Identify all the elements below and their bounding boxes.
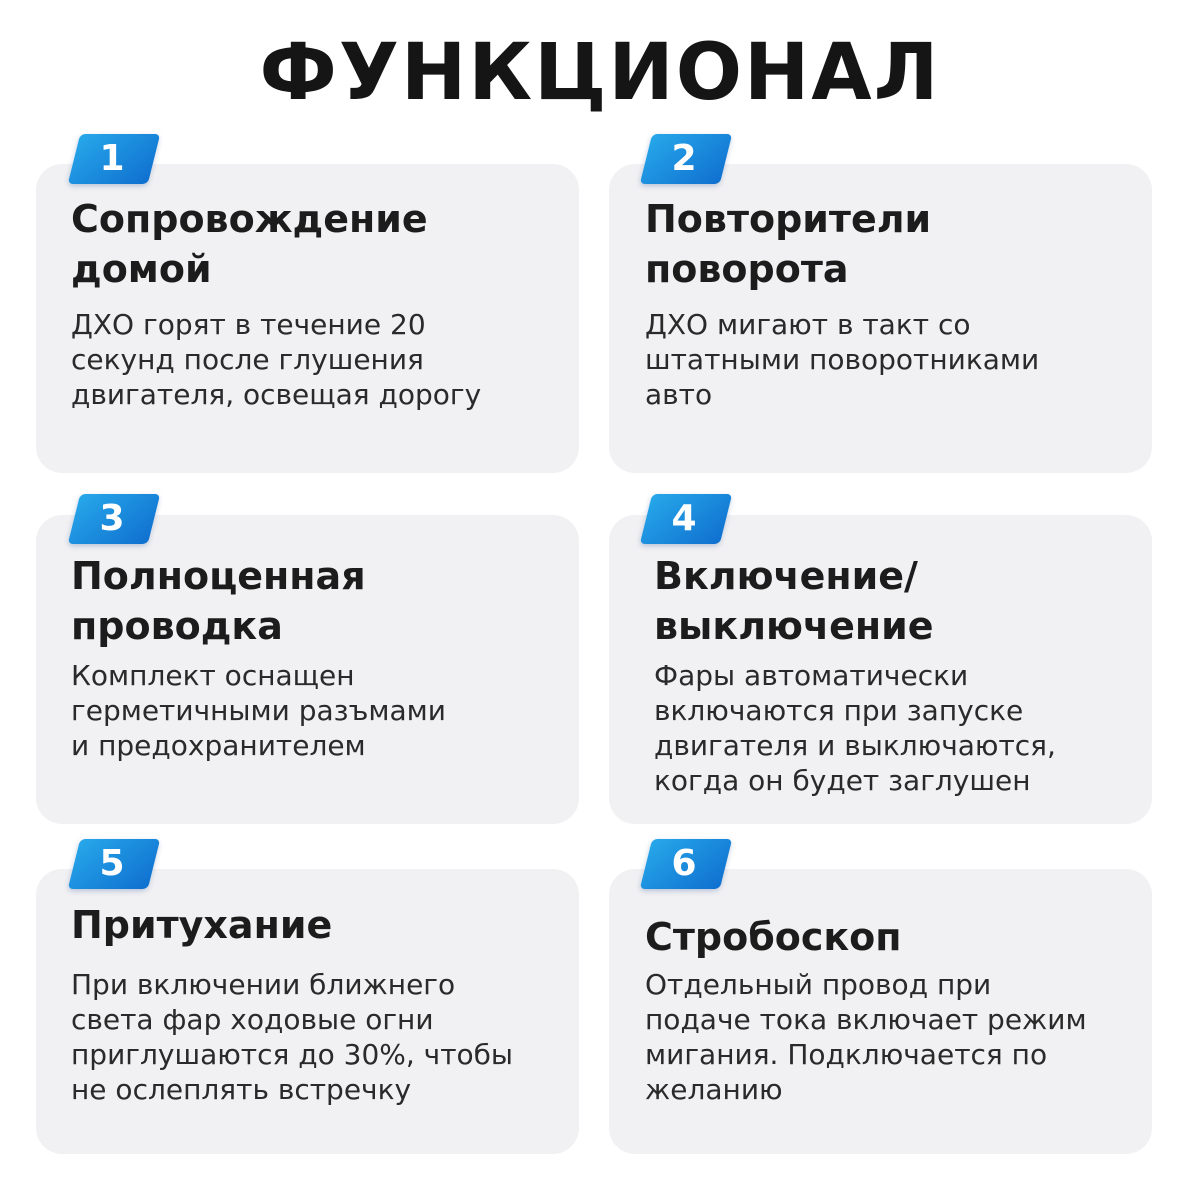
feature-title-line: домой [71, 247, 212, 291]
feature-description-line: штатными поворотниками [645, 343, 1040, 376]
feature-title-4 [654, 551, 934, 651]
feature-number-2: 2 [671, 138, 697, 179]
page-title: ФУНКЦИОНАЛ [259, 28, 941, 118]
feature-description-line: мигания. Подключается по [645, 1038, 1048, 1071]
feature-description-line: ДХО мигают в такт со [645, 308, 971, 341]
feature-title-3 [71, 551, 366, 651]
feature-title-line: выключение [654, 604, 934, 648]
feature-title-5 [71, 900, 332, 950]
feature-description-line: света фар ходовые огни [71, 1003, 434, 1036]
feature-title-line: Полноценная [71, 554, 366, 598]
feature-description-line: Отдельный провод при [645, 968, 992, 1001]
feature-description-line: когда он будет заглушен [654, 764, 1031, 797]
feature-description-line: При включении ближнего [71, 968, 456, 1001]
feature-description-line: Комплект оснащен [71, 659, 355, 692]
feature-title-line: Повторители [645, 197, 932, 241]
feature-description-line: подаче тока включает режим [645, 1003, 1087, 1036]
feature-title-line: Включение/ [654, 554, 918, 598]
feature-title-line: поворота [645, 247, 849, 291]
feature-number-4: 4 [671, 498, 697, 539]
feature-title-6 [645, 912, 902, 962]
feature-description-line: приглушаются до 30%, чтобы [71, 1038, 514, 1071]
feature-title-line: Стробоскоп [645, 915, 902, 959]
feature-description-line: двигателя и выключаются, [654, 729, 1056, 762]
feature-title-1 [71, 194, 428, 294]
feature-description-4 [654, 658, 1056, 798]
feature-title-line: проводка [71, 604, 283, 648]
feature-title-line: Сопровождение [71, 197, 428, 241]
feature-description-line: и предохранителем [71, 729, 366, 762]
feature-description-5 [71, 967, 513, 1107]
feature-description-line: не ослеплять встречку [71, 1073, 412, 1106]
feature-description-1 [71, 307, 481, 412]
feature-description-line: двигателя, освещая дорогу [71, 378, 482, 411]
feature-description-line: Фары автоматически [654, 659, 969, 692]
feature-description-2 [645, 307, 1039, 412]
feature-description-line: ДХО горят в течение 20 [71, 308, 426, 341]
feature-description-line: авто [645, 378, 713, 411]
feature-description-line: секунд после глушения [71, 343, 424, 376]
feature-number-3: 3 [99, 498, 125, 539]
feature-number-1: 1 [99, 138, 125, 179]
feature-description-6 [645, 967, 1087, 1107]
feature-title-2 [645, 194, 931, 294]
feature-number-6: 6 [671, 843, 697, 884]
feature-description-3 [71, 658, 446, 763]
feature-description-line: включаются при запуске [654, 694, 1024, 727]
feature-description-line: желанию [645, 1073, 783, 1106]
feature-number-5: 5 [99, 843, 125, 884]
feature-title-line: Притухание [71, 903, 333, 947]
feature-description-line: герметичными разъмами [71, 694, 446, 727]
